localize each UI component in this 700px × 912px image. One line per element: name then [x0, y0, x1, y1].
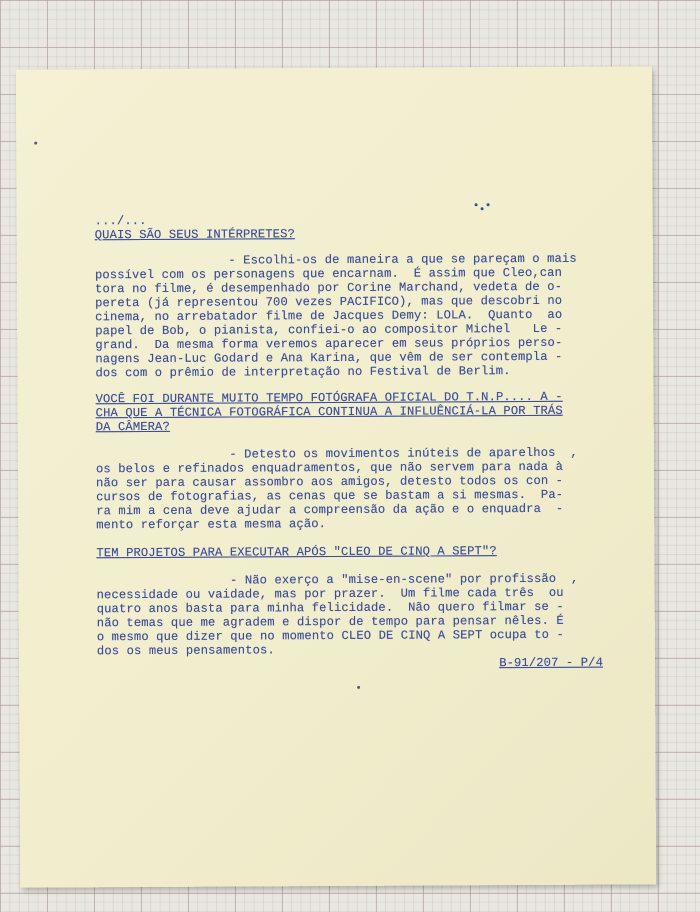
answer-line: pereta (já representou 700 vezes PACIFICO), mas que descobri no: [95, 293, 563, 311]
answer-line: não temas que me agradem e dispor de tempo para pensar nêles. É: [96, 613, 564, 631]
answer-line: dos com o prêmio de interpretação no Festival de Berlim.: [95, 364, 511, 381]
answer-line: o mesmo que dizer que no momento CLEO DE CINQ A SEPT ocupa to -: [96, 627, 564, 645]
answer-line: - Detesto os movimentos inúteis de aparelhos ,: [95, 445, 578, 463]
answer-line: - Não exerço a "mise-en-scene" por profissão ,: [96, 571, 579, 589]
answer-line: - Escolhi-os de maneira a que se pareçam o mais: [94, 251, 577, 269]
answer-line: nagens Jean-Luc Godard e Ana Karina, que vêm de ser contempla -: [95, 349, 563, 367]
question-heading: QUAIS SÃO SEUS INTÉRPRETES?: [94, 227, 295, 243]
answer-line: mento reforçar esta mesma ação.: [96, 517, 327, 533]
question-heading: TEM PROJETOS PARA EXECUTAR APÓS "CLEO DE CINQ A SEPT"?: [96, 544, 497, 561]
answer-line: grand. Da mesma forma veremos aparecer em seus próprios perso-: [95, 335, 563, 353]
typed-text: [95, 212, 603, 673]
answer-line: possível com os personagens que encarnam. É assim que Cleo,can: [94, 265, 563, 283]
answer-line: ra mim a cena deve ajudar a compreensão da ação e o enquadra -: [96, 501, 564, 519]
answer-line: os belos e refinados enquadramentos, que não servem para nada à: [95, 459, 564, 477]
continuation-mark: .../...: [94, 213, 147, 229]
answer-line: papel de Bob, o pianista, confiei-o ao compositor Michel Le -: [95, 321, 563, 339]
answer-line: necessidade ou vaidade, mas por prazer. Um filme cada três ou: [96, 585, 564, 603]
answer-line: cursos de fotografias, as cenas que se bastam a si mesmas. Pa-: [96, 487, 564, 505]
answer-line: quatro anos basta para minha felicidade. Não quero filmar se -: [96, 599, 564, 617]
punch-mark: [34, 142, 37, 145]
answer-line: não ser para causar assombro aos amigos, detesto todos os con -: [95, 473, 564, 491]
question-heading: DA CÂMERA?: [95, 419, 170, 435]
answer-line: cinema, no arrebatador filme de Jacques Demy: LOLA. Quanto ao: [95, 307, 563, 325]
page-reference: B-91/207 - P/4: [499, 655, 604, 671]
question-heading: VOCÊ FOI DURANTE MUITO TEMPO FOTÓGRAFA OFICIAL DO T.N.P.... A -: [95, 389, 563, 407]
typed-page: [16, 66, 656, 887]
question-heading: CHA QUE A TÉCNICA FOTOGRÁFICA CONTINUA A INFLUÊNCIÁ-LA POR TRÁS: [95, 403, 563, 421]
answer-line: tora no filme, é desempenhado por Corine Marchand, vedeta de o-: [94, 279, 563, 297]
answer-line: dos os meus pensamentos.: [96, 643, 275, 659]
punch-mark: [357, 686, 360, 689]
